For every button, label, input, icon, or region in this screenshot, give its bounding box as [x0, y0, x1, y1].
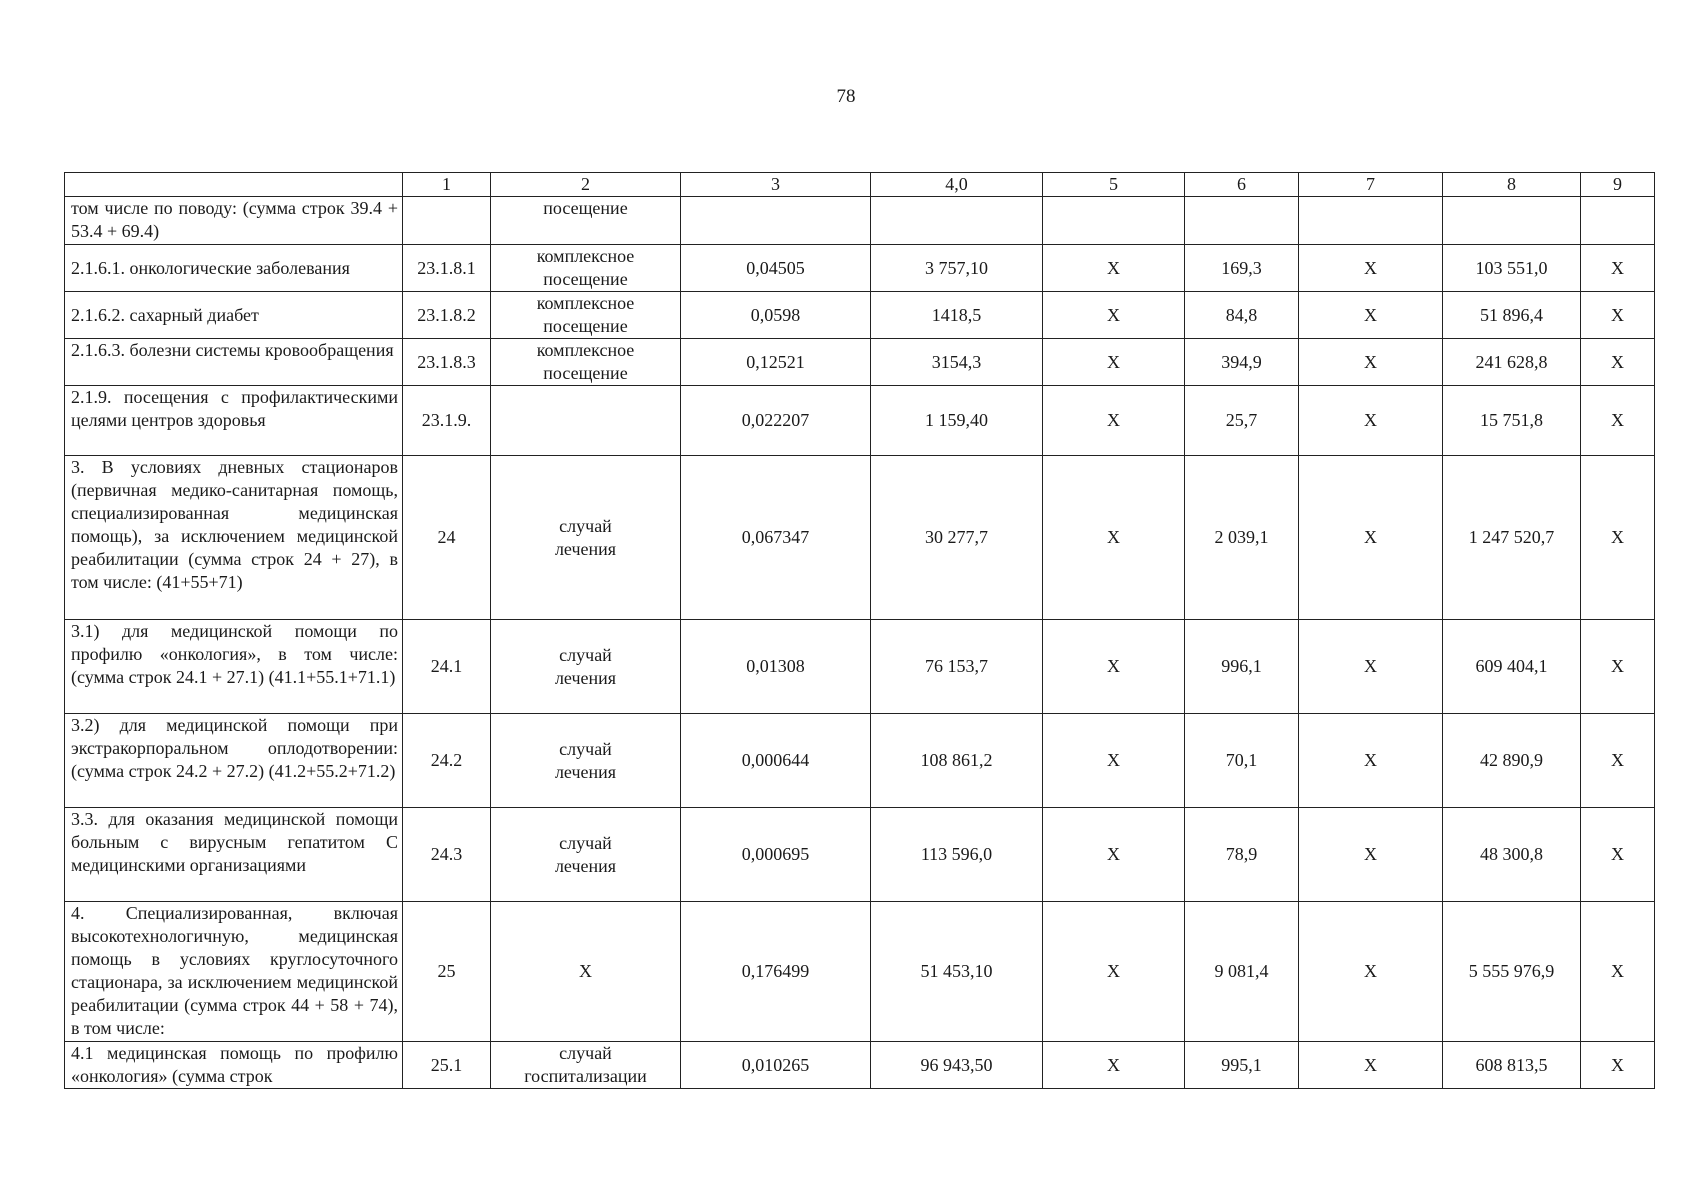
cell-col7: X: [1299, 456, 1443, 620]
cell-unit: X: [491, 902, 681, 1042]
row-label: том числе по поводу: (сумма строк 39.4 + 53.4 + 69.4): [65, 197, 403, 245]
table-row: [65, 386, 1655, 456]
cell-col7: X: [1299, 245, 1443, 292]
cell-col7: X: [1299, 714, 1443, 808]
header-cell-3: 3: [681, 173, 871, 197]
cell-col6: 169,3: [1185, 245, 1299, 292]
cell-col9: X: [1581, 245, 1655, 292]
cell-col6: 84,8: [1185, 292, 1299, 339]
cell-code: 23.1.8.2: [403, 292, 491, 339]
cell-col3: 0,0598: [681, 292, 871, 339]
header-cell-4: 4,0: [871, 173, 1043, 197]
cell-code: [403, 197, 491, 245]
cell-col5: X: [1043, 902, 1185, 1042]
cell-col5: X: [1043, 714, 1185, 808]
cell-col6: 78,9: [1185, 808, 1299, 902]
cell-col6: 9 081,4: [1185, 902, 1299, 1042]
cell-col8: 608 813,5: [1443, 1042, 1581, 1089]
cell-col4: 113 596,0: [871, 808, 1043, 902]
cell-col4: [871, 197, 1043, 245]
cell-col3: 0,067347: [681, 456, 871, 620]
cell-col5: X: [1043, 620, 1185, 714]
cell-col8: 15 751,8: [1443, 386, 1581, 456]
cell-unit: случай лечения: [491, 808, 681, 902]
cell-col7: X: [1299, 808, 1443, 902]
cell-col6: [1185, 197, 1299, 245]
cell-col5: X: [1043, 456, 1185, 620]
row-label: 2.1.6.3. болезни системы кровообращения: [65, 339, 403, 386]
cell-col8: 42 890,9: [1443, 714, 1581, 808]
cell-col5: X: [1043, 1042, 1185, 1089]
table-row: [65, 714, 1655, 808]
cell-col4: 108 861,2: [871, 714, 1043, 808]
cell-col5: X: [1043, 292, 1185, 339]
cell-col4: 1418,5: [871, 292, 1043, 339]
cell-col9: X: [1581, 902, 1655, 1042]
cell-unit: случай лечения: [491, 456, 681, 620]
cell-col4: 1 159,40: [871, 386, 1043, 456]
cell-col8: 5 555 976,9: [1443, 902, 1581, 1042]
cell-col3: 0,000695: [681, 808, 871, 902]
table-row: [65, 902, 1655, 1042]
cell-col5: X: [1043, 245, 1185, 292]
row-label: 3.2) для медицинской помощи при экстракорпоральном оплодотворении: (сумма строк 24.2 + 27.2) (41.2+55.2+71.2): [65, 714, 403, 808]
cell-code: 24.2: [403, 714, 491, 808]
cell-col8: 1 247 520,7: [1443, 456, 1581, 620]
cell-col7: X: [1299, 386, 1443, 456]
row-label: 2.1.9. посещения с профилактическими целями центров здоровья: [65, 386, 403, 456]
cell-col5: X: [1043, 386, 1185, 456]
cell-code: 23.1.9.: [403, 386, 491, 456]
cell-col4: 51 453,10: [871, 902, 1043, 1042]
row-label: 4.1 медицинская помощь по профилю «онкология» (сумма строк: [65, 1042, 403, 1089]
cell-col8: 48 300,8: [1443, 808, 1581, 902]
table-row: [65, 808, 1655, 902]
cell-col7: X: [1299, 292, 1443, 339]
cell-col4: 3 757,10: [871, 245, 1043, 292]
cell-col7: [1299, 197, 1443, 245]
cell-col9: X: [1581, 456, 1655, 620]
table-row: [65, 245, 1655, 292]
cell-col7: X: [1299, 620, 1443, 714]
cell-code: 24.1: [403, 620, 491, 714]
cell-col4: 76 153,7: [871, 620, 1043, 714]
header-cell-9: 9: [1581, 173, 1655, 197]
table-row: [65, 197, 1655, 245]
cell-col6: 394,9: [1185, 339, 1299, 386]
cell-col6: 25,7: [1185, 386, 1299, 456]
cell-code: 23.1.8.1: [403, 245, 491, 292]
cell-code: 23.1.8.3: [403, 339, 491, 386]
page-number: 78: [836, 86, 856, 107]
cell-col9: X: [1581, 620, 1655, 714]
cell-code: 24.3: [403, 808, 491, 902]
cell-col4: 96 943,50: [871, 1042, 1043, 1089]
cell-col3: 0,12521: [681, 339, 871, 386]
cell-unit: комплексное посещение: [491, 292, 681, 339]
cell-col4: 3154,3: [871, 339, 1043, 386]
cell-col9: X: [1581, 1042, 1655, 1089]
cell-col6: 995,1: [1185, 1042, 1299, 1089]
cell-col7: X: [1299, 1042, 1443, 1089]
header-cell-1: 1: [403, 173, 491, 197]
cell-col7: X: [1299, 339, 1443, 386]
cell-unit: случай лечения: [491, 714, 681, 808]
row-label: 4. Специализированная, включая высокотехнологичную, медицинская помощь в условиях круглосуточного стационара, за исключением медицинской реабилитации (сумма строк 44 + 58 + 74), в том числе:: [65, 902, 403, 1042]
cell-col8: [1443, 197, 1581, 245]
cell-col3: 0,01308: [681, 620, 871, 714]
cell-col5: [1043, 197, 1185, 245]
cell-col9: X: [1581, 808, 1655, 902]
header-row: [65, 173, 1655, 197]
cell-col3: 0,04505: [681, 245, 871, 292]
cell-col9: [1581, 197, 1655, 245]
cell-unit: комплексное посещение: [491, 339, 681, 386]
row-label: 3.3. для оказания медицинской помощи больным с вирусным гепатитом С медицинскими организациями: [65, 808, 403, 902]
cell-col3: 0,000644: [681, 714, 871, 808]
cell-unit: комплексное посещение: [491, 245, 681, 292]
header-cell-2: 2: [491, 173, 681, 197]
cell-col9: X: [1581, 386, 1655, 456]
table-row: [65, 456, 1655, 620]
cell-col5: X: [1043, 808, 1185, 902]
cell-col6: 2 039,1: [1185, 456, 1299, 620]
cell-col8: 103 551,0: [1443, 245, 1581, 292]
cell-code: 24: [403, 456, 491, 620]
data-table: [64, 172, 1655, 1089]
row-label: 2.1.6.2. сахарный диабет: [65, 292, 403, 339]
cell-col6: 996,1: [1185, 620, 1299, 714]
table-row: [65, 620, 1655, 714]
cell-col3: [681, 197, 871, 245]
cell-unit: случай госпитализации: [491, 1042, 681, 1089]
header-cell-8: 8: [1443, 173, 1581, 197]
cell-unit: [491, 386, 681, 456]
header-cell-6: 6: [1185, 173, 1299, 197]
cell-col9: X: [1581, 292, 1655, 339]
cell-col8: 241 628,8: [1443, 339, 1581, 386]
cell-col3: 0,010265: [681, 1042, 871, 1089]
cell-code: 25.1: [403, 1042, 491, 1089]
row-label: 2.1.6.1. онкологические заболевания: [65, 245, 403, 292]
cell-col4: 30 277,7: [871, 456, 1043, 620]
cell-col5: X: [1043, 339, 1185, 386]
header-cell-label: [65, 173, 403, 197]
cell-col9: X: [1581, 339, 1655, 386]
cell-col9: X: [1581, 714, 1655, 808]
row-label: 3. В условиях дневных стационаров (первичная медико-санитарная помощь, специализированная медицинская помощь), за исключением медицинской реабилитации (сумма строк 24 + 27), в том числе: (41+55+71): [65, 456, 403, 620]
cell-col6: 70,1: [1185, 714, 1299, 808]
row-label: 3.1) для медицинской помощи по профилю «онкология», в том числе: (сумма строк 24.1 + 27.1) (41.1+55.1+71.1): [65, 620, 403, 714]
cell-col3: 0,022207: [681, 386, 871, 456]
cell-unit: случай лечения: [491, 620, 681, 714]
cell-col7: X: [1299, 902, 1443, 1042]
header-cell-7: 7: [1299, 173, 1443, 197]
cell-col8: 51 896,4: [1443, 292, 1581, 339]
cell-unit: посещение: [491, 197, 681, 245]
table-row: [65, 339, 1655, 386]
table-row: [65, 1042, 1655, 1089]
table-row: [65, 292, 1655, 339]
cell-code: 25: [403, 902, 491, 1042]
header-cell-5: 5: [1043, 173, 1185, 197]
cell-col3: 0,176499: [681, 902, 871, 1042]
cell-col8: 609 404,1: [1443, 620, 1581, 714]
